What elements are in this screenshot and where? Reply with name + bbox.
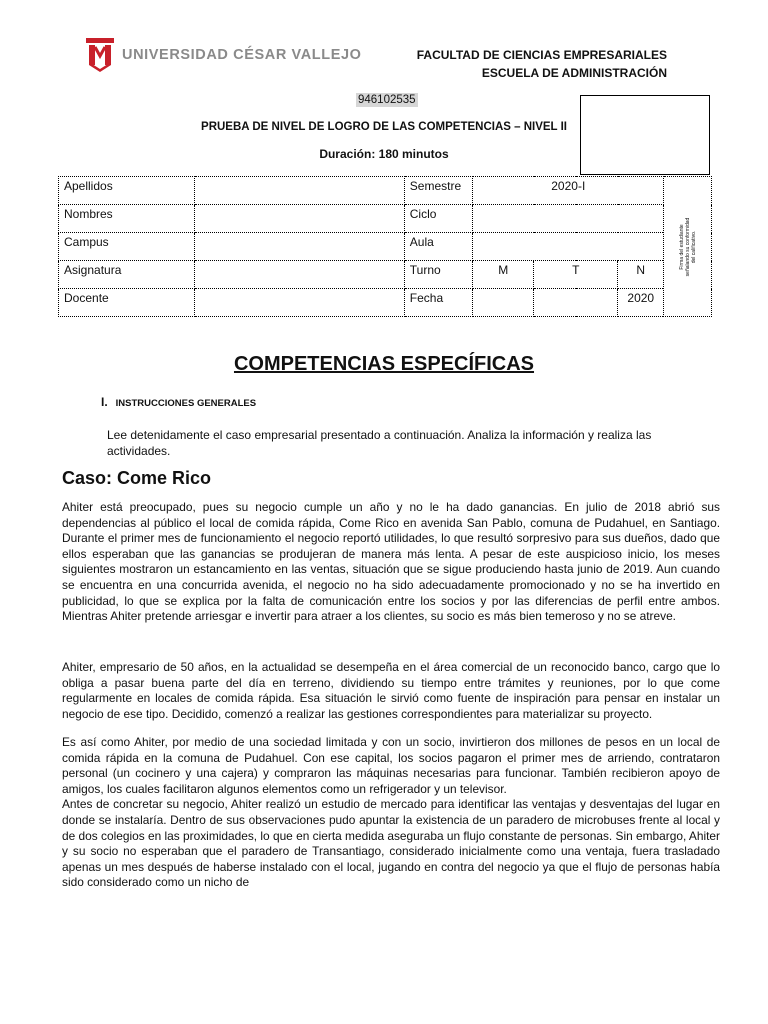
ciclo-field[interactable]	[473, 205, 664, 233]
label-fecha: Fecha	[404, 289, 472, 317]
section-header	[101, 395, 256, 409]
case-paragraph-3-text: Es así como Ahiter, por medio de una sociedad limitada y con un socio, invirtieron dos millones de pesos en un local de comida rápida en la comuna de Pudahuel. Con ese capital, los socios pagaron el primer mes de arriendo, contrataron personal (un cocinero y una cajera) y compraron las máquinas necesarias para funcionar. También recibieron apoyo de amigos, los cuales facilitaron algunos elementos como un refrigerador y un televisor.	[62, 735, 720, 796]
semestre-value: 2020-I	[473, 177, 664, 205]
section-title: INSTRUCCIONES GENERALES	[115, 398, 257, 409]
case-title: Caso: Come Rico	[62, 468, 212, 488]
label-apellidos: Apellidos	[59, 177, 195, 205]
label-docente: Docente	[59, 289, 195, 317]
exam-code: 946102535	[358, 94, 416, 106]
table-row	[59, 177, 712, 205]
student-info-table	[58, 176, 712, 317]
signature-note: Firma del estudiante señalando su conformidad del calificativo.	[678, 217, 697, 276]
instructions-text: Lee detenidamente el caso empresarial presentado a continuación. Analiza la información y realiza las actividades.	[107, 428, 652, 458]
turno-n[interactable]: N	[618, 261, 664, 289]
case-paragraph-3	[62, 735, 720, 891]
nombres-field[interactable]	[194, 205, 404, 233]
exam-title: PRUEBA DE NIVEL DE LOGRO DE LAS COMPETENCIAS – NIVEL II	[201, 121, 567, 133]
label-campus: Campus	[59, 233, 195, 261]
table-row	[59, 289, 712, 317]
label-nombres: Nombres	[59, 205, 195, 233]
faculty-block	[417, 46, 667, 82]
university-name: UNIVERSIDAD CÉSAR VALLEJO	[122, 47, 362, 63]
case-paragraph-1: Ahiter está preocupado, pues su negocio cumple un año y no le ha dado ganancias. En julio de 2018 abrió sus dependencias al público el local de comida rápida, Come Rico en avenida San Pablo, comuna de Pudahuel, en Santiago. Durante el primer mes de funcionamiento el negocio reportó utilidades, lo que resultó sorpresivo para sus dueños, dado que ellos esperaban que las ganancias se produjeran de manera más lenta. A pesar de este auspicioso inicio, los meses siguientes mostraron un estancamiento en las ventas, situación que se sigue produciendo hasta junio de 2019. Aun cuando se encuentra en una concurrida avenida, el negocio no ha sido adecuadamente promocionado y no se ha invertido en publicidad, lo que se explica por la falta de comunicación entre los socios y por las diferencias de perfil entre ambos. Mientras Ahiter pretende arriesgar e invertir para atraer a los clientes, su socio es más bien temeroso y no se atreve.	[62, 500, 720, 624]
section-heading: COMPETENCIAS ESPECÍFICAS	[233, 353, 535, 375]
grade-box	[580, 95, 710, 175]
case-paragraph-2: Ahiter, empresario de 50 años, en la actualidad se desempeña en el área comercial de un reconocido banco, cargo que lo obliga a pasar buena parte del día en terreno, dividiendo su tiempo entre trámites y reuniones, por lo que come regularmente en locales de comida rápida. Esa situación le sirvió como fuente de inspiración para pensar en instalar un negocio de ese tipo. Decidido, comenzó a realizar las gestiones correspondientes para materializar su proyecto.	[62, 660, 720, 721]
label-aula: Aula	[404, 233, 472, 261]
fecha-month-field[interactable]	[534, 289, 618, 317]
university-logo	[86, 38, 362, 74]
table-row	[59, 233, 712, 261]
label-asignatura: Asignatura	[59, 261, 195, 289]
exam-duration: Duración: 180 minutos	[319, 147, 449, 161]
case-paragraph-4-text: Antes de concretar su negocio, Ahiter realizó un estudio de mercado para identificar las ventajas y desventajas del lugar en donde se instalaría. Dentro de sus observaciones pudo apuntar la existencia de un paradero de microbuses frente al local y de dos colegios en las proximidades, lo que en cierta medida aseguraba un flujo constante de personas. Sin embargo, Ahiter y su socio no esperaban que el paradero de Transantiago, considerado inicialmente como una ventaja, fuera trasladado apenas un mes después de haberse instalado con el local, jugando en contra del negocio ya que el flujo de personas había sido considerado como un nicho de	[62, 797, 720, 890]
apellidos-field[interactable]	[194, 177, 404, 205]
fecha-year: 2020	[618, 289, 664, 317]
label-ciclo: Ciclo	[404, 205, 472, 233]
label-semestre: Semestre	[404, 177, 472, 205]
label-turno: Turno	[404, 261, 472, 289]
section-number: I.	[101, 395, 108, 409]
table-row	[59, 261, 712, 289]
turno-m[interactable]: M	[473, 261, 534, 289]
campus-field[interactable]	[194, 233, 404, 261]
turno-t[interactable]: T	[534, 261, 618, 289]
fecha-day-field[interactable]	[473, 289, 534, 317]
ucv-logo-icon	[86, 38, 114, 72]
aula-field[interactable]	[473, 233, 664, 261]
table-row	[59, 205, 712, 233]
faculty-name: FACULTAD DE CIENCIAS EMPRESARIALES	[416, 48, 667, 62]
signature-cell	[664, 177, 712, 317]
docente-field[interactable]	[194, 289, 404, 317]
school-name: ESCUELA DE ADMINISTRACIÓN	[481, 66, 667, 80]
asignatura-field[interactable]	[194, 261, 404, 289]
